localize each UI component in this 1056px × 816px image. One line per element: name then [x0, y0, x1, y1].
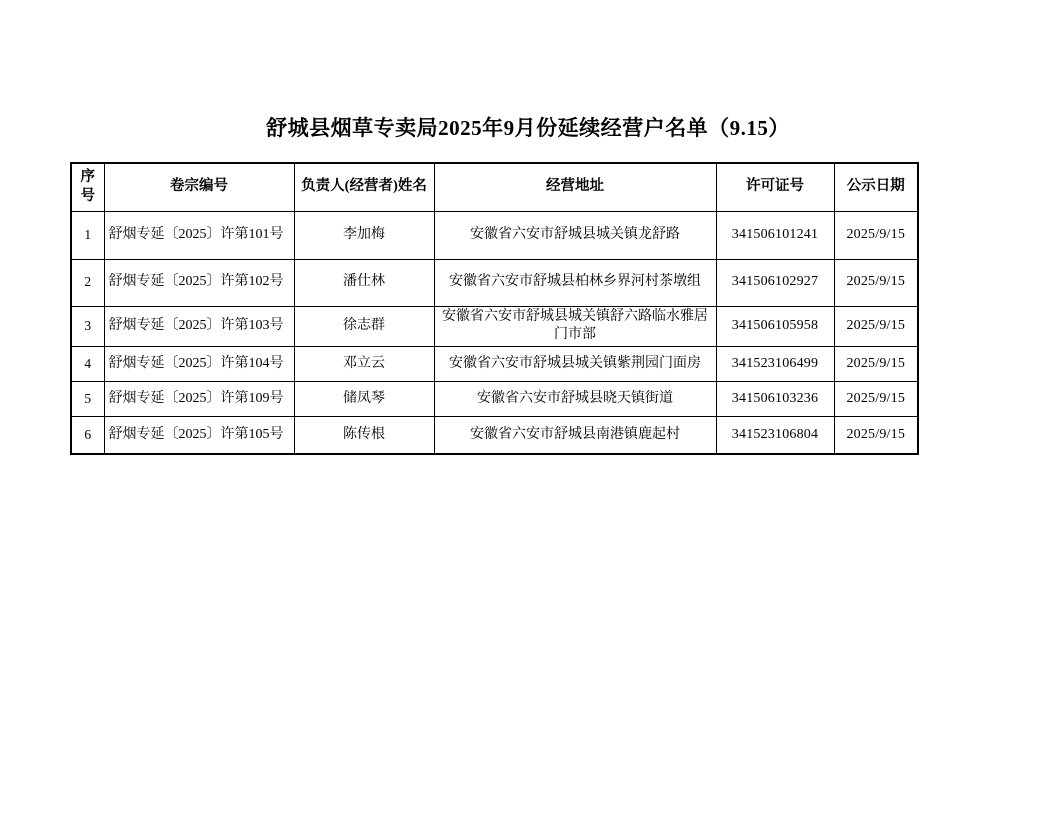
- cell-address: 安徽省六安市舒城县城关镇舒六路临水雅居门市部: [434, 306, 716, 347]
- cell-address: 安徽省六安市舒城县南港镇鹿起村: [434, 417, 716, 454]
- cell-publish-date: 2025/9/15: [834, 306, 918, 347]
- cell-publish-date: 2025/9/15: [834, 211, 918, 259]
- cell-operator-name: 邓立云: [294, 347, 434, 382]
- table-row: [71, 306, 918, 347]
- cell-publish-date: 2025/9/15: [834, 347, 918, 382]
- cell-index: 3: [71, 306, 104, 347]
- table-row: [71, 417, 918, 454]
- cell-index: 1: [71, 211, 104, 259]
- cell-license-number: 341506103236: [716, 382, 834, 417]
- column-header-index: 序号: [71, 163, 104, 211]
- cell-file-number: 舒烟专延〔2025〕许第104号: [104, 347, 294, 382]
- cell-operator-name: 陈传根: [294, 417, 434, 454]
- cell-license-number: 341523106804: [716, 417, 834, 454]
- cell-address: 安徽省六安市舒城县城关镇紫荆园门面房: [434, 347, 716, 382]
- cell-license-number: 341506105958: [716, 306, 834, 347]
- column-header-address: 经营地址: [434, 163, 716, 211]
- cell-index: 5: [71, 382, 104, 417]
- cell-license-number: 341506101241: [716, 211, 834, 259]
- cell-index: 2: [71, 259, 104, 306]
- cell-license-number: 341506102927: [716, 259, 834, 306]
- license-table: [70, 162, 919, 455]
- cell-address: 安徽省六安市舒城县柏林乡界河村茶墩组: [434, 259, 716, 306]
- cell-index: 6: [71, 417, 104, 454]
- table-row: [71, 259, 918, 306]
- cell-file-number: 舒烟专延〔2025〕许第105号: [104, 417, 294, 454]
- cell-file-number: 舒烟专延〔2025〕许第109号: [104, 382, 294, 417]
- cell-publish-date: 2025/9/15: [834, 382, 918, 417]
- cell-operator-name: 徐志群: [294, 306, 434, 347]
- cell-file-number: 舒烟专延〔2025〕许第102号: [104, 259, 294, 306]
- cell-file-number: 舒烟专延〔2025〕许第101号: [104, 211, 294, 259]
- cell-publish-date: 2025/9/15: [834, 417, 918, 454]
- cell-publish-date: 2025/9/15: [834, 259, 918, 306]
- table-row: [71, 211, 918, 259]
- table-header-row: [71, 163, 918, 211]
- cell-address: 安徽省六安市舒城县晓天镇街道: [434, 382, 716, 417]
- table-row: [71, 382, 918, 417]
- cell-operator-name: 储凤琴: [294, 382, 434, 417]
- cell-license-number: 341523106499: [716, 347, 834, 382]
- cell-file-number: 舒烟专延〔2025〕许第103号: [104, 306, 294, 347]
- column-header-publish-date: 公示日期: [834, 163, 918, 211]
- column-header-license-number: 许可证号: [716, 163, 834, 211]
- cell-operator-name: 潘仕林: [294, 259, 434, 306]
- column-header-operator-name: 负责人(经营者)姓名: [294, 163, 434, 211]
- column-header-file-number: 卷宗编号: [104, 163, 294, 211]
- page-title: 舒城县烟草专卖局2025年9月份延续经营户名单（9.15）: [266, 116, 790, 140]
- cell-index: 4: [71, 347, 104, 382]
- cell-address: 安徽省六安市舒城县城关镇龙舒路: [434, 211, 716, 259]
- cell-operator-name: 李加梅: [294, 211, 434, 259]
- table-row: [71, 347, 918, 382]
